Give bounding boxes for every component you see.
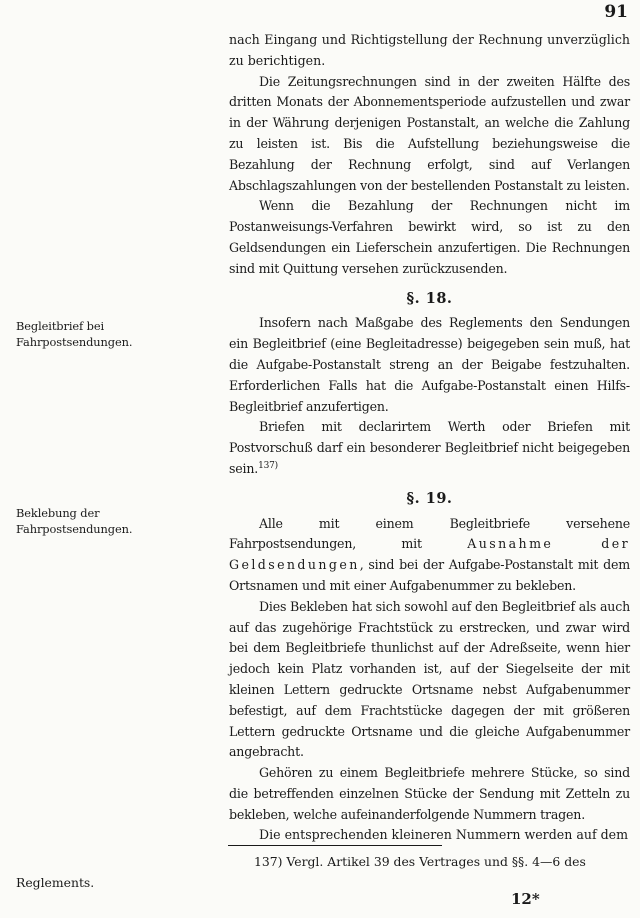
margin-note-beklebung: Beklebung der Fahrpostsendungen. — [16, 506, 133, 536]
paragraph-fahrpostsendungen — [229, 514, 630, 597]
paragraph-text-start: Alle mit einem Begleitbriefe versehene Fahrpostsendungen, mit — [229, 515, 630, 552]
paragraph-text: Briefen mit declarirtem Werth oder Briefen mit Postvorschuß darf ein besonderer Begleitbrief nicht beigegeben sein. — [229, 419, 630, 476]
paragraph-mehrere-stuecke: Gehören zu einem Begleitbriefe mehrere Stücke, so sind die betreffenden einzelnen Stücke der Sendung mit Zetteln zu bekleben, welche aufeinanderfolgende Nummern tragen. — [229, 765, 630, 822]
page-number: 91 — [604, 2, 628, 22]
footnote-reference: 137) — [258, 460, 278, 471]
paragraph-declarirtem-werth — [229, 417, 630, 479]
footnote — [16, 852, 630, 893]
main-text-column — [229, 30, 630, 846]
footnote-text: 137) Vergl. Artikel 39 des Vertrages und §§. 4—6 des Reglements. — [16, 854, 586, 890]
paragraph-kleinere-nummern: Die entsprechenden kleineren Nummern werden auf dem — [259, 827, 629, 843]
paragraph-zeitungsrechnungen: Die Zeitungsrechnungen sind in der zweiten Hälfte des dritten Monats der Abonnementsperiode aufzustellen und zwar in der Währung derjenigen Postanstalt, an welche die Zahlung zu leisten ist. Bis die Aufstellung beziehungsweise die Bezahlung der Rechnung erfolgt, sind auf Verlangen Abschlagszahlungen von der bestellenden Postanstalt zu leisten. — [229, 73, 630, 193]
paragraph-continuation: nach Eingang und Richtigstellung der Rechnung unverzüglich zu berichtigen. — [229, 32, 630, 68]
paragraph-text-end: , sind bei der Aufgabe-Postanstalt mit dem Ortsnamen und mit einer Aufgabenummer zu bekleben. — [229, 557, 630, 593]
paragraph-bezahlung: Wenn die Bezahlung der Rechnungen nicht im Postanweisungs-Verfahren bewirkt wird, so ist zu den Geldsendungen ein Lieferschein anzufertigen. Die Rechnungen sind mit Quittung versehen zurückzusenden. — [229, 198, 630, 276]
signature-mark: 12* — [511, 890, 540, 908]
paragraph-begleitbrief: Insofern nach Maßgabe des Reglements den Sendungen ein Begleitbrief (eine Begleitadresse) beigegeben sein muß, hat die Aufgabe-Postanstalt streng an der Beigabe festzuhalten. Erforderlichen Falls hat die Aufgabe-Postanstalt einen Hilfs-Begleitbrief anzufertigen. — [229, 315, 630, 414]
section-heading-19: §. 19. — [406, 489, 453, 507]
emphasized-text: Ausnahme der Geldsendungen — [229, 536, 630, 573]
paragraph-bekleben: Dies Bekleben hat sich sowohl auf den Begleitbrief als auch auf das zugehörige Frachtstück zu erstrecken, und zwar wird bei dem Begleitbriefe thunlichst auf der Adreßseite, wenn hier jedoch kein Platz vorhanden ist, auf der Siegelseite der mit kleinen Lettern gedruckte Ortsname nebst Aufgabenummer befestigt, auf dem Frachtstücke dagegen der mit größeren Lettern gedruckte Ortsname und die gleiche Aufgabenummer angebracht. — [229, 598, 630, 760]
footnote-divider — [228, 845, 442, 846]
margin-note-begleitbrief: Begleitbrief bei Fahrpostsendungen. — [16, 319, 133, 349]
section-heading-18: §. 18. — [406, 289, 453, 307]
